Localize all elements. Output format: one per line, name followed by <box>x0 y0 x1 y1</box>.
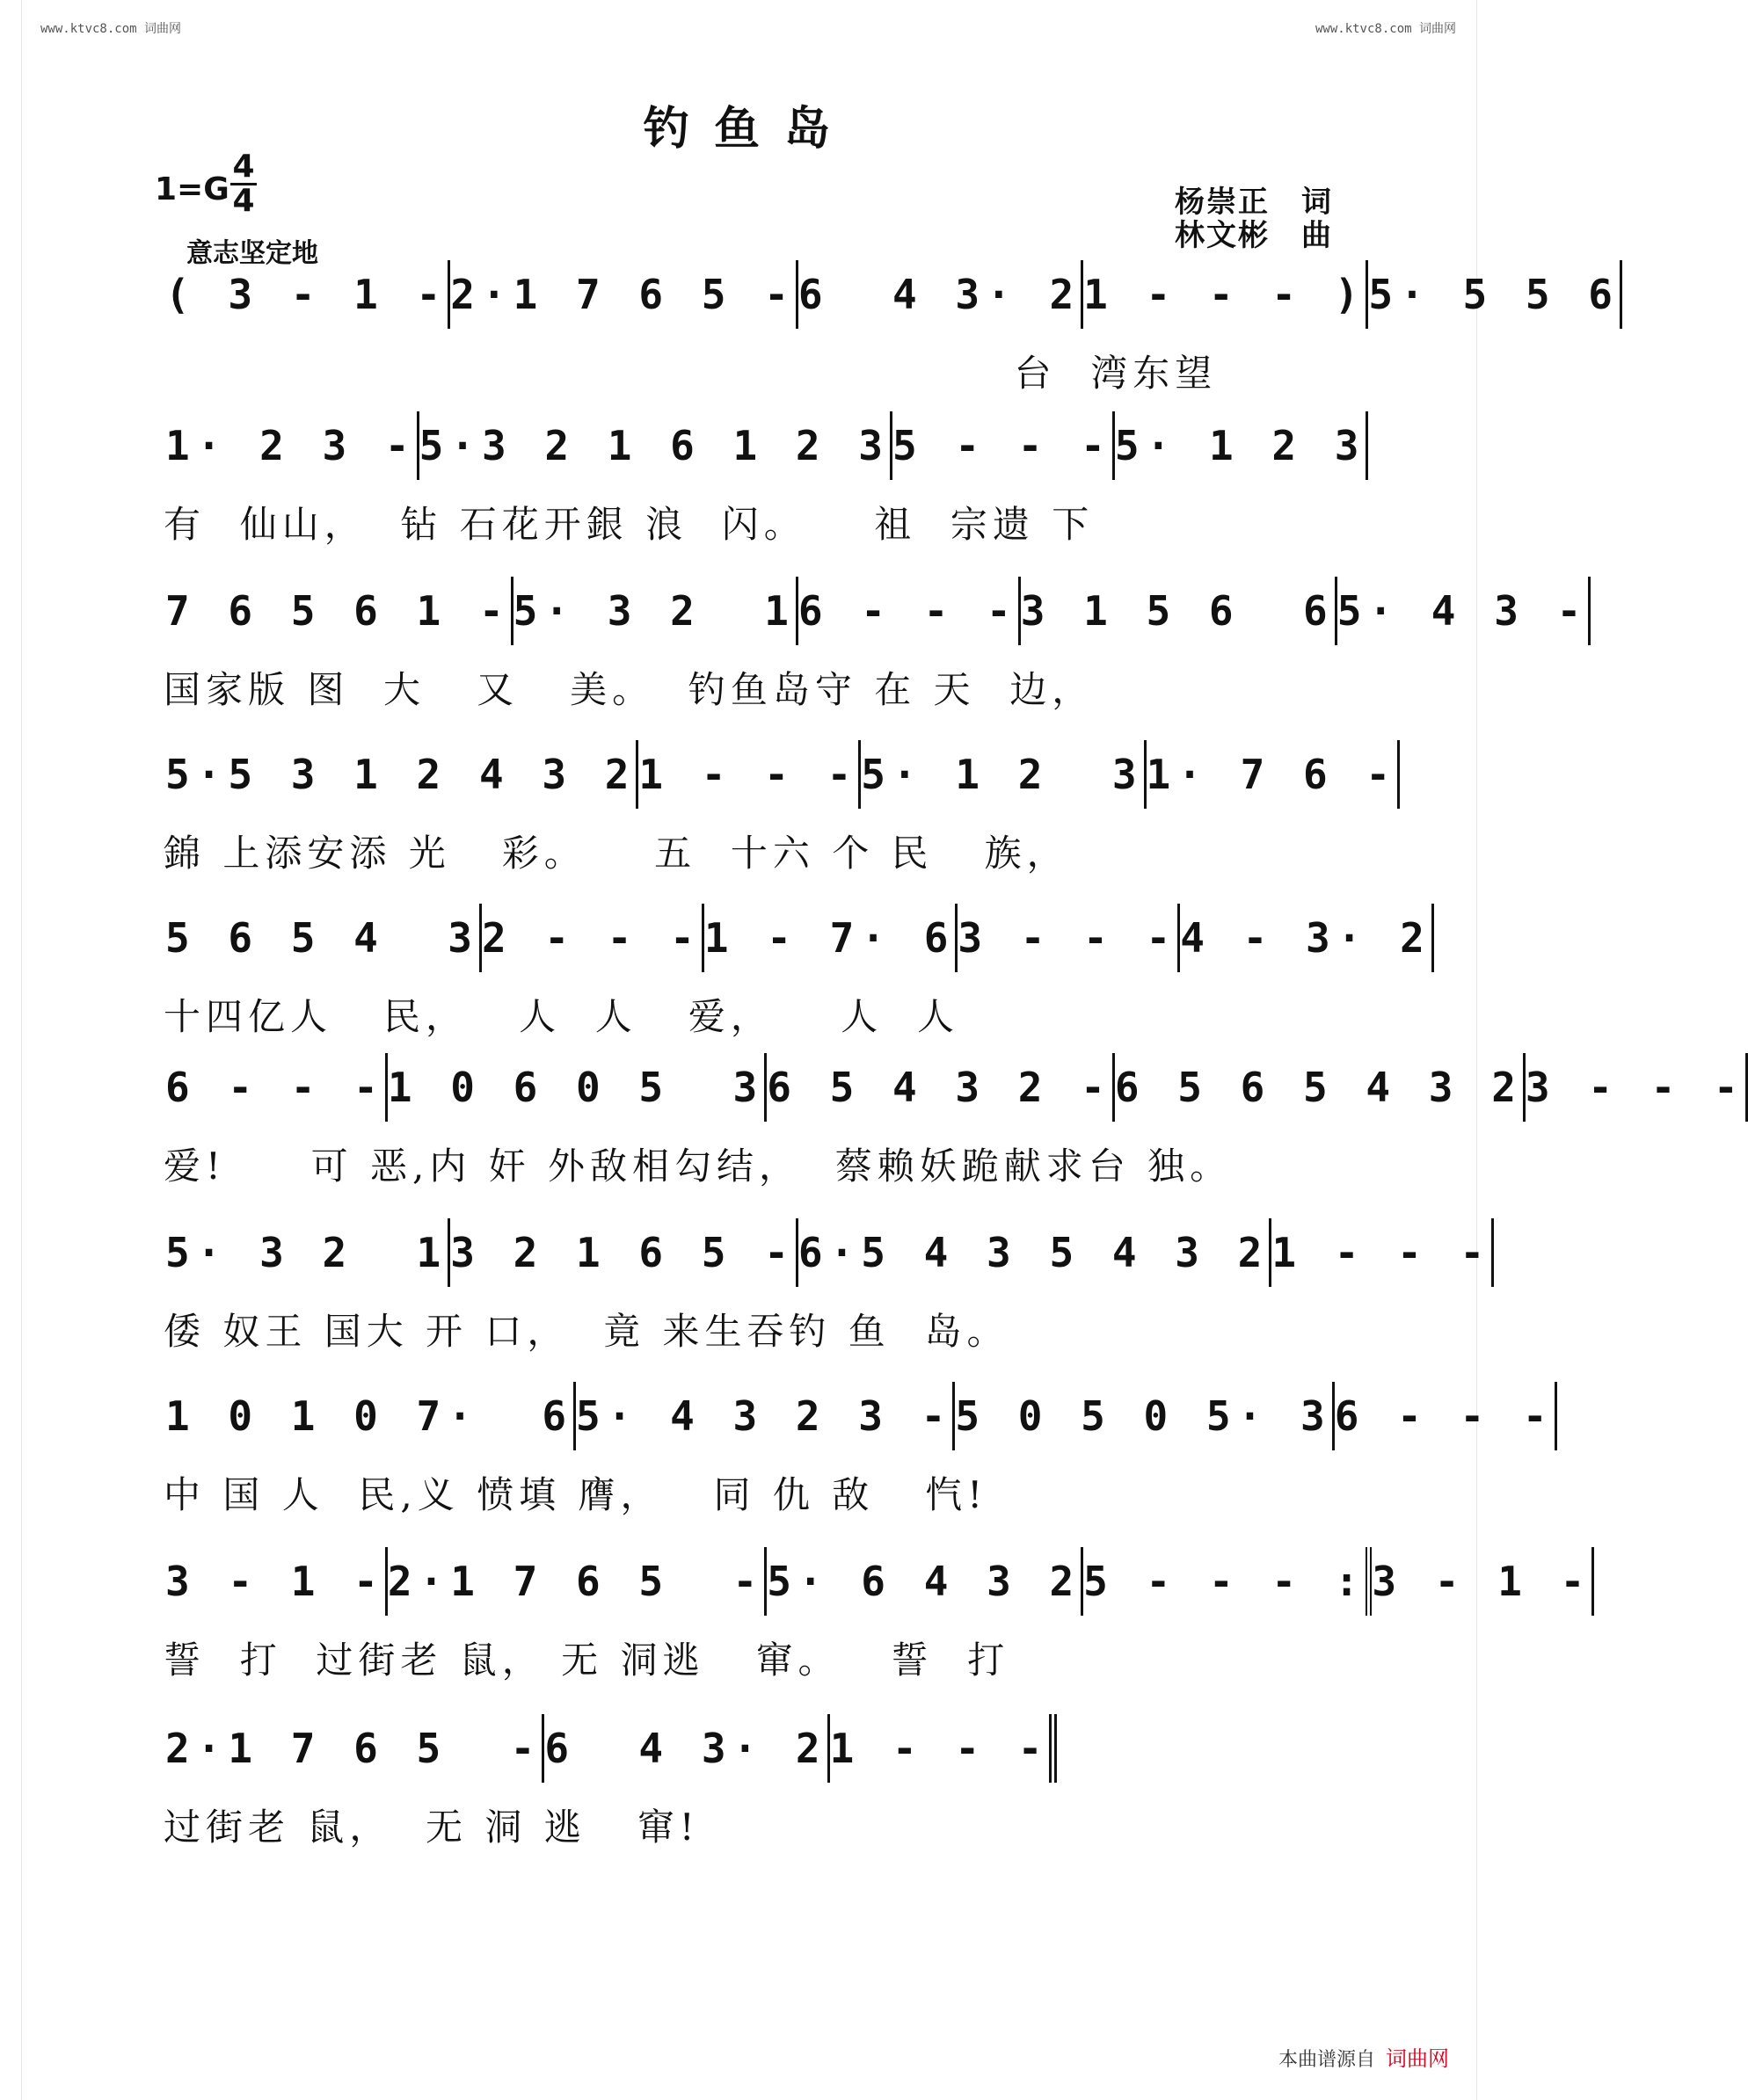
measure: 6 - - - <box>165 1053 388 1122</box>
measure: 3 - - - <box>1526 1053 1748 1122</box>
measure: 6 5 4 3 2 - <box>767 1053 1115 1122</box>
lyric-line: 国家版 图 大 又 美。 钓鱼岛守 在 天 边， <box>164 668 1095 711</box>
notation-row <box>165 1714 1050 1783</box>
measure: 5 6 5 4 3 <box>165 904 482 972</box>
lyricist-name: 杨崇正 <box>1175 185 1270 220</box>
notation-row <box>165 1053 1745 1122</box>
composer-role: 曲 <box>1301 218 1333 253</box>
measure: 6 - - - <box>798 577 1021 645</box>
measure: 1 - - - ) <box>1083 260 1368 329</box>
measure: 3 2 1 6 5 - <box>450 1218 798 1287</box>
key-signature: 1=G <box>155 171 229 207</box>
measure: 2 - - - <box>482 904 704 972</box>
measure: 5· 1 2 3 <box>861 740 1146 809</box>
lyricist-role: 词 <box>1301 185 1333 220</box>
measure: 6 4 3· 2 <box>544 1714 829 1783</box>
notation-row <box>165 1547 1592 1616</box>
notation-row <box>165 411 1366 480</box>
lyric-line: 中 国 人 民,义 愤填 膺， 同 仇 敌 忾! <box>164 1473 988 1516</box>
measure: 4 - 3· 2 <box>1180 904 1434 972</box>
lyric-line: 十四亿人 民， 人 人 爱， 人 人 <box>164 995 959 1038</box>
notation-row <box>165 1218 1492 1287</box>
measure: 3 - - - <box>958 904 1180 972</box>
measure: 1 - - - <box>1271 1218 1494 1287</box>
measure: 1 0 1 0 7· 6 <box>165 1382 576 1450</box>
measure: 3 1 5 6 6 <box>1021 577 1337 645</box>
measure: 6 4 3· 2 <box>798 260 1083 329</box>
notation-row <box>165 904 1431 972</box>
footer-source: 本曲谱源自 <box>1278 2049 1375 2071</box>
measure: 2·1 7 6 5 - <box>450 260 798 329</box>
measure: 1· 7 6 - <box>1147 740 1401 809</box>
measure: 1 - - - <box>830 1714 1058 1783</box>
watermark-right[interactable]: www.ktvc8.com 词曲网 <box>1315 22 1456 36</box>
song-title: 钓鱼岛 <box>643 103 855 156</box>
measure: 2·1 7 6 5 - <box>388 1547 767 1616</box>
measure: 5 - - - : <box>1083 1547 1372 1616</box>
measure: 6·5 4 3 5 4 3 2 <box>798 1218 1271 1287</box>
watermark-left[interactable]: www.ktvc8.com 词曲网 <box>40 22 182 36</box>
meter-bottom: 4 <box>232 183 255 219</box>
measure: 5·3 2 1 6 1 2 3 <box>419 411 892 480</box>
measure: 1 0 6 0 5 3 <box>388 1053 767 1122</box>
measure: ( 3 - 1 - <box>165 260 450 329</box>
composer-credit <box>1175 211 1333 254</box>
composer-name: 林文彬 <box>1175 218 1270 253</box>
measure: 1 - 7· 6 <box>704 904 958 972</box>
lyric-line: 有 仙山， 钻 石花开銀 浪 闪。 祖 宗遗 下 <box>164 503 1095 546</box>
measure: 2·1 7 6 5 - <box>165 1714 544 1783</box>
measure: 6 - - - <box>1335 1382 1557 1450</box>
lyric-line: 誓 打 过街老 鼠， 无 洞逃 窜。 誓 打 <box>164 1639 1010 1682</box>
measure: 5· 3 2 1 <box>165 1218 450 1287</box>
measure: 7 6 5 6 1 - <box>165 577 513 645</box>
lyric-line: 錦 上添安添 光 彩。 五 十六 个 民 族， <box>164 832 1069 875</box>
measure: 6 5 6 5 4 3 2 <box>1115 1053 1526 1122</box>
measure: 3 - 1 - <box>1372 1547 1594 1616</box>
meter-top: 4 <box>230 151 257 185</box>
notation-row <box>165 260 1620 329</box>
measure: 5· 3 2 1 <box>513 577 798 645</box>
measure: 5· 5 5 6 <box>1368 260 1622 329</box>
measure: 5 0 5 0 5· 3 <box>955 1382 1334 1450</box>
measure: 1 - - - <box>638 740 861 809</box>
notation-row <box>165 740 1398 809</box>
footer-site-link[interactable]: 词曲网 <box>1386 2046 1449 2071</box>
notation-row <box>165 1382 1555 1450</box>
measure: 1· 2 3 - <box>165 411 419 480</box>
measure: 5 - - - <box>892 411 1115 480</box>
measure: 5·5 3 1 2 4 3 2 <box>165 740 638 809</box>
lyric-line: 台 湾东望 <box>164 352 1218 395</box>
notation-row <box>165 577 1589 645</box>
measure: 5· 4 3 2 3 - <box>576 1382 955 1450</box>
left-margin-strip <box>9 0 22 2100</box>
measure: 5· 1 2 3 <box>1115 411 1369 480</box>
time-signature <box>230 151 257 217</box>
lyric-line: 过街老 鼠， 无 洞 逃 窜! <box>164 1806 700 1849</box>
footer-credit <box>1278 2041 1449 2072</box>
measure: 5· 4 3 - <box>1337 577 1591 645</box>
measure: 3 - 1 - <box>165 1547 388 1616</box>
lyric-line: 爱! 可 恶,内 奸 外敌相勾结， 蔡赖妖跪献求台 独。 <box>164 1144 1233 1188</box>
tempo-marking: 意志坚定地 <box>186 238 318 269</box>
measure: 5· 6 4 3 2 <box>767 1547 1083 1616</box>
lyric-line: 倭 奴王 国大 开 口， 竟 来生吞钓 鱼 岛。 <box>164 1310 1009 1353</box>
